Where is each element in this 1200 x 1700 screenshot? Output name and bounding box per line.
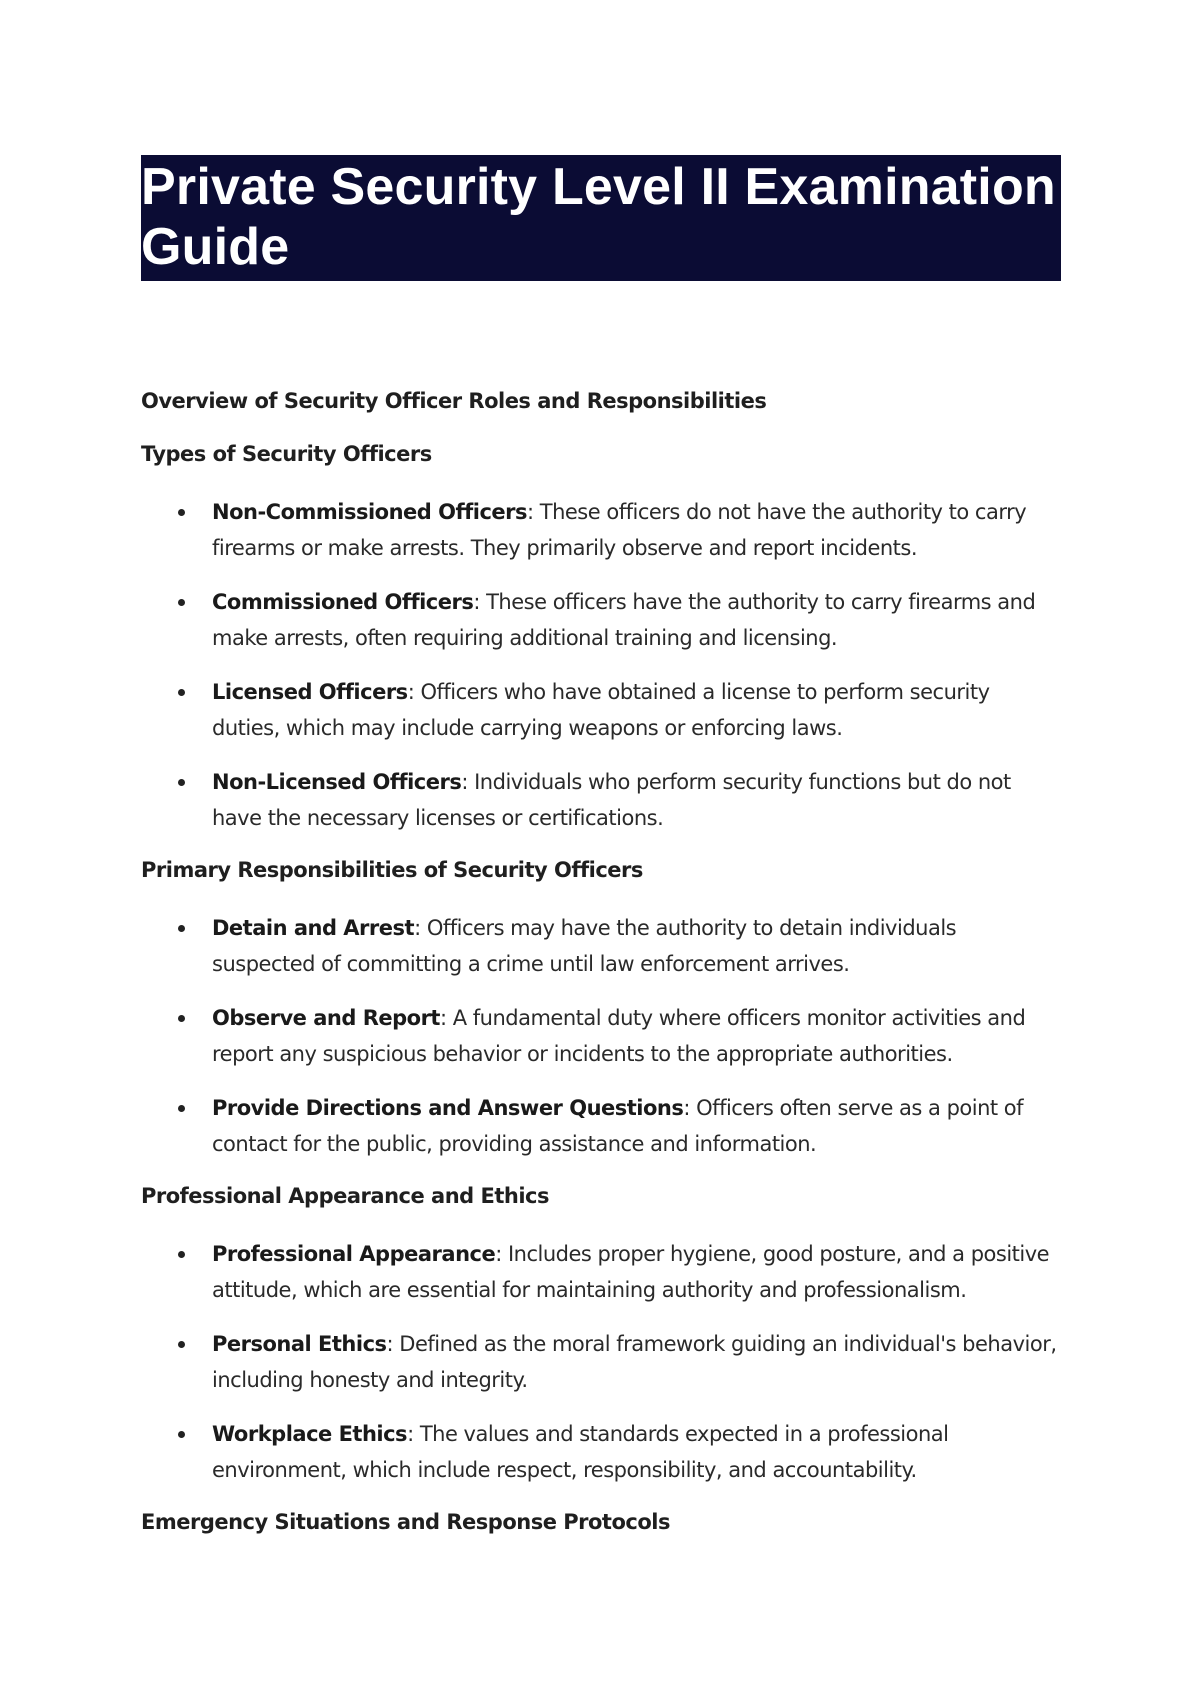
bullet-list bbox=[141, 494, 1061, 836]
bullet-icon bbox=[178, 1431, 185, 1438]
bullet-icon bbox=[178, 1251, 185, 1258]
section-heading: Emergency Situations and Response Protocols bbox=[141, 1510, 670, 1534]
bullet-list bbox=[141, 1236, 1061, 1488]
item-term: Observe and Report bbox=[212, 1006, 440, 1030]
list-item bbox=[141, 1326, 1061, 1398]
document-page bbox=[141, 155, 1061, 1562]
list-item bbox=[141, 910, 1061, 982]
item-text: : Defined as the moral framework guiding an individual's behavior, including honesty and integrity. bbox=[212, 1332, 1057, 1392]
document-title: Private Security Level II Examination Guide bbox=[141, 158, 1056, 276]
item-text: : A fundamental duty where officers monitor activities and report any suspicious behavior or incidents to the appropriate authorities. bbox=[212, 1006, 1026, 1066]
bullet-icon bbox=[178, 925, 185, 932]
item-term: Commissioned Officers bbox=[212, 590, 474, 614]
item-term: Provide Directions and Answer Questions bbox=[212, 1096, 684, 1120]
list-item bbox=[141, 1236, 1061, 1308]
item-text: : Individuals who perform security functions but do not have the necessary licenses or certifications. bbox=[212, 770, 1011, 830]
item-text: : Officers who have obtained a license to perform security duties, which may include carrying weapons or enforcing laws. bbox=[212, 680, 990, 740]
list-item bbox=[141, 1416, 1061, 1488]
bullet-icon bbox=[178, 1015, 185, 1022]
item-term: Non-Commissioned Officers bbox=[212, 500, 527, 524]
bullet-icon bbox=[178, 1105, 185, 1112]
item-term: Workplace Ethics bbox=[212, 1422, 408, 1446]
item-term: Licensed Officers bbox=[212, 680, 408, 704]
item-term: Non-Licensed Officers bbox=[212, 770, 462, 794]
item-term: Detain and Arrest bbox=[212, 916, 415, 940]
bullet-icon bbox=[178, 779, 185, 786]
document-body bbox=[141, 388, 1061, 1535]
item-text: : Officers may have the authority to detain individuals suspected of committing a crime until law enforcement arrives. bbox=[212, 916, 957, 976]
item-text: : The values and standards expected in a professional environment, which include respect, responsibility, and accountability. bbox=[212, 1422, 949, 1482]
item-term: Professional Appearance bbox=[212, 1242, 496, 1266]
bullet-list bbox=[141, 910, 1061, 1162]
item-term: Personal Ethics bbox=[212, 1332, 387, 1356]
list-item bbox=[141, 584, 1061, 656]
item-text: : These officers do not have the authority to carry firearms or make arrests. They primarily observe and report incidents. bbox=[212, 500, 1027, 560]
bullet-icon bbox=[178, 509, 185, 516]
section-heading: Professional Appearance and Ethics bbox=[141, 1184, 549, 1208]
section-heading: Primary Responsibilities of Security Officers bbox=[141, 858, 643, 882]
bullet-icon bbox=[178, 1341, 185, 1348]
bullet-icon bbox=[178, 599, 185, 606]
list-item bbox=[141, 1000, 1061, 1072]
section-heading: Types of Security Officers bbox=[141, 442, 432, 466]
item-text: : Officers often serve as a point of contact for the public, providing assistance and information. bbox=[212, 1096, 1024, 1156]
title-banner bbox=[141, 155, 1061, 281]
item-text: : Includes proper hygiene, good posture, and a positive attitude, which are essential for maintaining authority and professionalism. bbox=[212, 1242, 1050, 1302]
section-heading: Overview of Security Officer Roles and Responsibilities bbox=[141, 389, 767, 413]
bullet-icon bbox=[178, 689, 185, 696]
list-item bbox=[141, 674, 1061, 746]
item-text: : These officers have the authority to carry firearms and make arrests, often requiring additional training and licensing. bbox=[212, 590, 1036, 650]
list-item bbox=[141, 764, 1061, 836]
list-item bbox=[141, 494, 1061, 566]
list-item bbox=[141, 1090, 1061, 1162]
